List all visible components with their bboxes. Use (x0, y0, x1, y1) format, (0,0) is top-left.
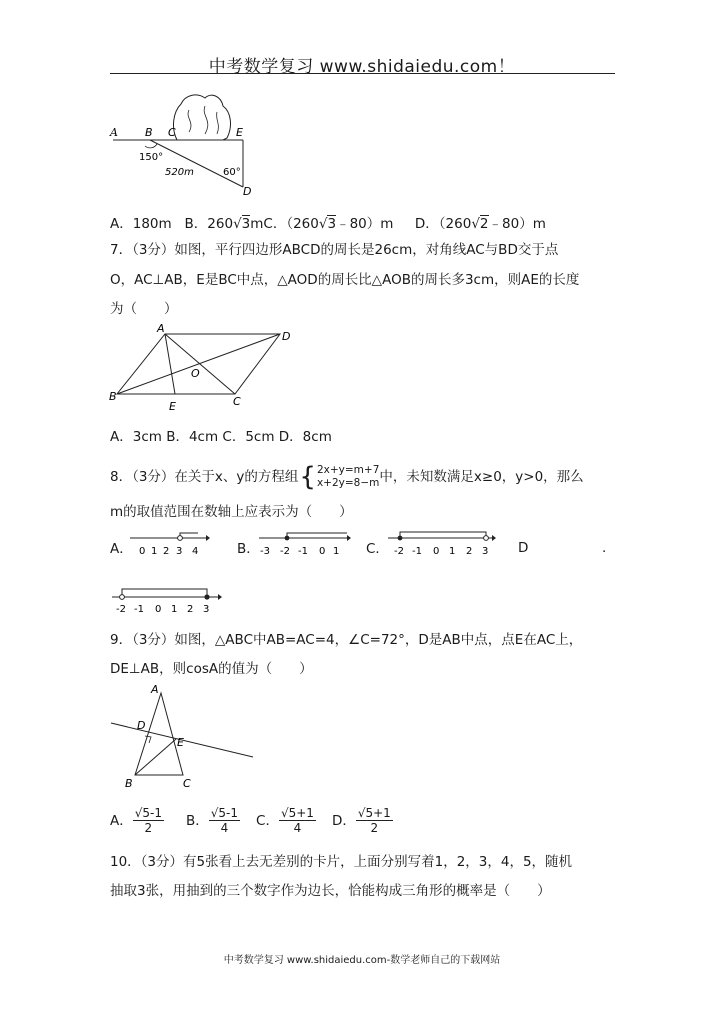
arrow-icon (218, 594, 222, 600)
sqrt-sign: √ (318, 216, 328, 232)
figure-triangle (105, 683, 265, 791)
q8-line1 (110, 464, 584, 490)
open-point-d (120, 595, 125, 600)
tick-label: 1 (449, 546, 456, 557)
q6-option-d-radicand: 2 (479, 216, 489, 232)
q9-option-a-label: A． (110, 812, 133, 829)
arrow-icon (206, 535, 210, 541)
closed-point-b (285, 536, 290, 541)
q6-option-c-radicand: 3 (327, 216, 337, 232)
label-d: D (243, 185, 252, 198)
q7-options: A．3cm B．4cm C．5cm D．8cm (110, 429, 332, 445)
q8-option-d-dot: . (602, 540, 607, 556)
diagonal-ac (165, 334, 235, 394)
numerator: √5+1 (280, 806, 314, 820)
number-line-d (110, 585, 225, 615)
q6-option-a: A．180m (110, 216, 172, 232)
q9-option-d-fraction (356, 806, 393, 835)
label-e: E (177, 736, 184, 749)
q6-option-b-prefix: B．260 (184, 216, 234, 232)
label-a: A (157, 322, 165, 335)
label-a: A (151, 683, 159, 696)
q10-line2: 抽取3张，用抽到的三个数字作为边长，恰能构成三角形的概率是（ ） (110, 883, 551, 899)
brace-icon: { (299, 462, 316, 492)
tick-label: -2 (280, 546, 290, 557)
label-b: B (125, 777, 133, 790)
label-b: B (145, 126, 153, 139)
numerator: √5-1 (134, 806, 162, 820)
q9-option-b-label: B． (186, 812, 209, 829)
q8-option-b-label: B． (237, 541, 260, 557)
q6-options (110, 214, 546, 234)
number-line-b (257, 530, 352, 558)
label-e: E (236, 126, 243, 139)
tick-label: -1 (412, 546, 422, 557)
closed-point-c (398, 536, 403, 541)
q7-line2: O，AC⊥AB，E是BC中点，△AOD的周长比△AOB的周长多3cm，则AE的长度 (110, 272, 580, 288)
equation-system (317, 464, 379, 490)
q9-option-c-fraction (279, 806, 316, 835)
tick-label: 1 (171, 604, 178, 615)
q6-option-c-suffix: ﹣80）m (336, 216, 394, 232)
q9-options (110, 806, 393, 835)
tick-label: -1 (134, 604, 144, 615)
sqrt-sign: √ (471, 216, 480, 232)
q8-option-c-label: C． (366, 541, 389, 557)
number-line-c (386, 530, 498, 558)
segment-ae (165, 334, 175, 394)
tick-label: 1 (333, 546, 340, 557)
q8-prefix: 8．（3分）在关于x、y的方程组 (110, 469, 299, 485)
distance-label: 520m (165, 167, 194, 178)
range-bracket-d (122, 589, 207, 597)
page-footer: 中考数学复习 www.shidaiedu.com-数学老师自己的下载网站 (223, 955, 501, 966)
tick-label: 2 (187, 604, 194, 615)
label-d: D (282, 330, 291, 343)
figure-parallelogram (105, 322, 305, 414)
equation-2: x+2y=8−m (316, 477, 380, 489)
range-bracket-c (400, 532, 486, 538)
open-point-c (484, 536, 489, 541)
range-bracket-b (287, 533, 347, 538)
angle-150-label: 150° (139, 152, 164, 163)
tick-label: 3 (176, 546, 183, 557)
mountain-contours (188, 106, 218, 134)
denominator: 2 (144, 821, 153, 835)
numerator: √5-1 (210, 806, 239, 820)
denominator: 4 (293, 821, 302, 835)
q8-line2: m的取值范围在数轴上应表示为（ ） (110, 504, 353, 520)
sqrt-sign: √ (233, 216, 242, 232)
path-bd (150, 140, 243, 187)
q9-option-c-label: C． (256, 812, 279, 829)
page-header: 中考数学复习 www.shidaiedu.com！ (208, 57, 516, 77)
header-divider (110, 73, 615, 74)
tick-label: -3 (260, 546, 270, 557)
label-c: C (183, 777, 191, 790)
q9-line2: DE⊥AB，则cosA的值为（ ） (110, 661, 313, 677)
tick-label: 0 (319, 546, 326, 557)
q7-line3: 为（ ） (110, 301, 178, 317)
q6-option-d-prefix: D．（260 (414, 216, 472, 232)
q6-option-d-suffix: ﹣80）m (488, 216, 546, 232)
q9-line1: 9．（3分）如图，△ABC中AB=AC=4，∠C=72°，D是AB中点，点E在AC上， (110, 632, 583, 648)
tick-label: -1 (298, 546, 308, 557)
tick-label: 1 (151, 546, 158, 557)
numerator: √5+1 (357, 806, 391, 820)
tick-label: 3 (482, 546, 489, 557)
tick-label: 0 (433, 546, 440, 557)
arrow-icon (492, 535, 496, 541)
tick-label: 2 (466, 546, 473, 557)
label-e: E (169, 400, 176, 413)
tick-label: 0 (139, 546, 146, 557)
figure-mountain (105, 90, 265, 198)
label-b: B (109, 390, 117, 403)
denominator: 4 (220, 821, 229, 835)
tick-label: 2 (163, 546, 170, 557)
arrow-icon (347, 535, 351, 541)
label-c: C (168, 126, 176, 139)
equation-1: 2x+y=m+7 (316, 464, 380, 476)
closed-point-d (204, 594, 209, 599)
label-d: D (137, 719, 146, 732)
angle-60-label: 60° (223, 167, 241, 178)
tick-label: 4 (192, 546, 199, 557)
label-a: A (110, 126, 118, 139)
tick-label: -2 (116, 604, 126, 615)
mountain-outline (174, 95, 231, 140)
q10-line1: 10．（3分）有5张看上去无差别的卡片，上面分别写着1，2，3，4，5，随机 (110, 854, 573, 870)
q6-option-b-suffix: mC．（260 (250, 216, 319, 232)
q9-option-d-label: D． (331, 812, 356, 829)
q8-suffix: 中，未知数满足x≥0，y>0，那么 (379, 469, 584, 485)
tick-label: -2 (394, 546, 404, 557)
denominator: 2 (370, 821, 379, 835)
label-c: C (233, 395, 241, 408)
tick-label: 0 (155, 604, 162, 615)
number-line-a (128, 530, 210, 558)
q6-option-b-radicand: 3 (241, 216, 251, 232)
q9-option-a-fraction (133, 806, 164, 835)
q8-option-d-label: D (518, 540, 529, 556)
q7-line1: 7．（3分）如图，平行四边形ABCD的周长是26cm，对角线AC与BD交于点 (110, 242, 559, 258)
open-point-a (178, 536, 183, 541)
label-o: O (191, 367, 200, 380)
angle-arc (145, 144, 157, 148)
q8-option-a-label: A． (110, 541, 133, 557)
tick-label: 3 (203, 604, 210, 615)
q9-option-b-fraction (209, 806, 240, 835)
